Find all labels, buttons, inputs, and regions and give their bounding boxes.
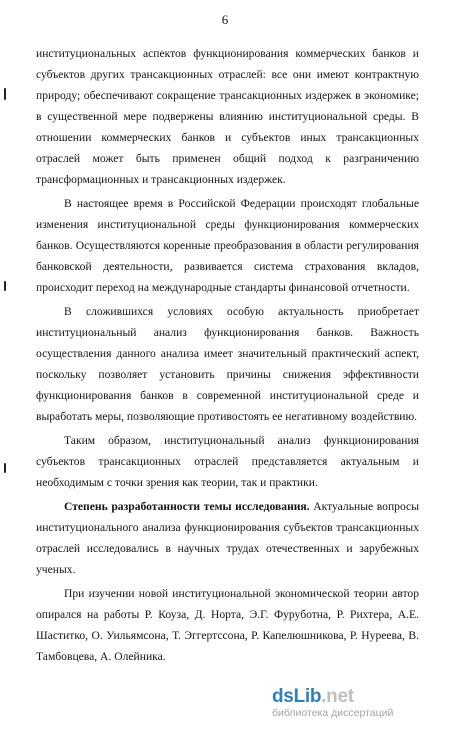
scan-edge-mark	[4, 88, 6, 100]
text-line	[64, 500, 419, 514]
page-number: 6	[221, 12, 229, 27]
watermark-logo	[272, 686, 440, 720]
watermark-brand-suffix: .net	[321, 686, 354, 707]
text-line: отношении коммерческих банков и субъектов иных трансакционных	[36, 131, 419, 144]
section-heading: Степень разработанности темы исследования.	[64, 500, 310, 513]
scan-edge-mark	[4, 281, 6, 291]
text-line: Таким образом, институциональный анализ функционирования	[64, 434, 419, 447]
text-line: банковской деятельности, развивается система страхования вкладов,	[36, 260, 419, 273]
watermark-brand-name: dsLib	[272, 686, 322, 707]
text-line: институциональный анализ функционирования банков. Важность	[36, 326, 419, 339]
text-line: При изучении новой институциональной экономической теории автор	[64, 587, 419, 600]
text-line: институциональных аспектов функционирования коммерческих банков и	[36, 47, 419, 60]
line-text: Актуальные вопросы	[309, 500, 419, 513]
text-line: необходимым с точки зрения как теории, так и практики.	[36, 476, 318, 489]
text-line: изменения институциональной среды функционирования коммерческих	[36, 218, 419, 231]
text-line: Шаститко, О. Уильямсона, Т. Эггертссона, Р. Капелюшникова, Р. Нуреева, В.	[36, 629, 419, 642]
text-line: ученых.	[36, 563, 76, 576]
text-line: опирался на работы Р. Коуза, Д. Норта, Э.Г. Фуруботна, Р. Рихтера, А.Е.	[36, 608, 419, 621]
text-line: выработать меры, позволяющие противостоять ее негативному воздействию.	[36, 410, 418, 423]
watermark-tagline: библиотека диссертаций	[272, 707, 394, 719]
text-line: банков. Осуществляются коренные преобразования в области регулирования	[36, 239, 419, 252]
text-line: в существенной мере подвержены влиянию институциональной среды. В	[36, 110, 419, 123]
text-line: трансформационных и трансакционных издержек.	[36, 173, 286, 186]
text-line: функционирования банков в современной институциональной среде и	[36, 389, 419, 402]
text-line: субъектов других трансакционных отраслей: все они имеют контрактную	[36, 68, 419, 81]
text-line: природу; обеспечивают сокращение трансакционных издержек в экономике;	[36, 89, 419, 102]
text-line: В сложившихся условиях особую актуальность приобретает	[64, 305, 419, 318]
text-line: субъектов трансакционных отраслей представляется актуальным и	[36, 455, 419, 468]
text-line: поскольку позволяет установить причины снижения эффективности	[36, 368, 419, 381]
text-line: происходит переход на международные стандарты финансовой отчетности.	[36, 281, 410, 294]
scan-edge-mark	[4, 463, 6, 473]
text-line: Тамбовцева, А. Олейника.	[36, 650, 166, 663]
text-line: отраслей может быть применен общий подход к разграничению	[36, 152, 419, 165]
watermark-brand	[272, 686, 354, 708]
text-line: институционального анализа функционирования субъектов трансакционных	[36, 521, 419, 534]
text-line: отраслей исследовались в научных трудах отечественных и зарубежных	[36, 542, 419, 555]
text-line: В настоящее время в Российской Федерации происходят глобальные	[64, 197, 419, 210]
text-line: осуществления данного анализа имеет значительный практический аспект,	[36, 347, 419, 360]
